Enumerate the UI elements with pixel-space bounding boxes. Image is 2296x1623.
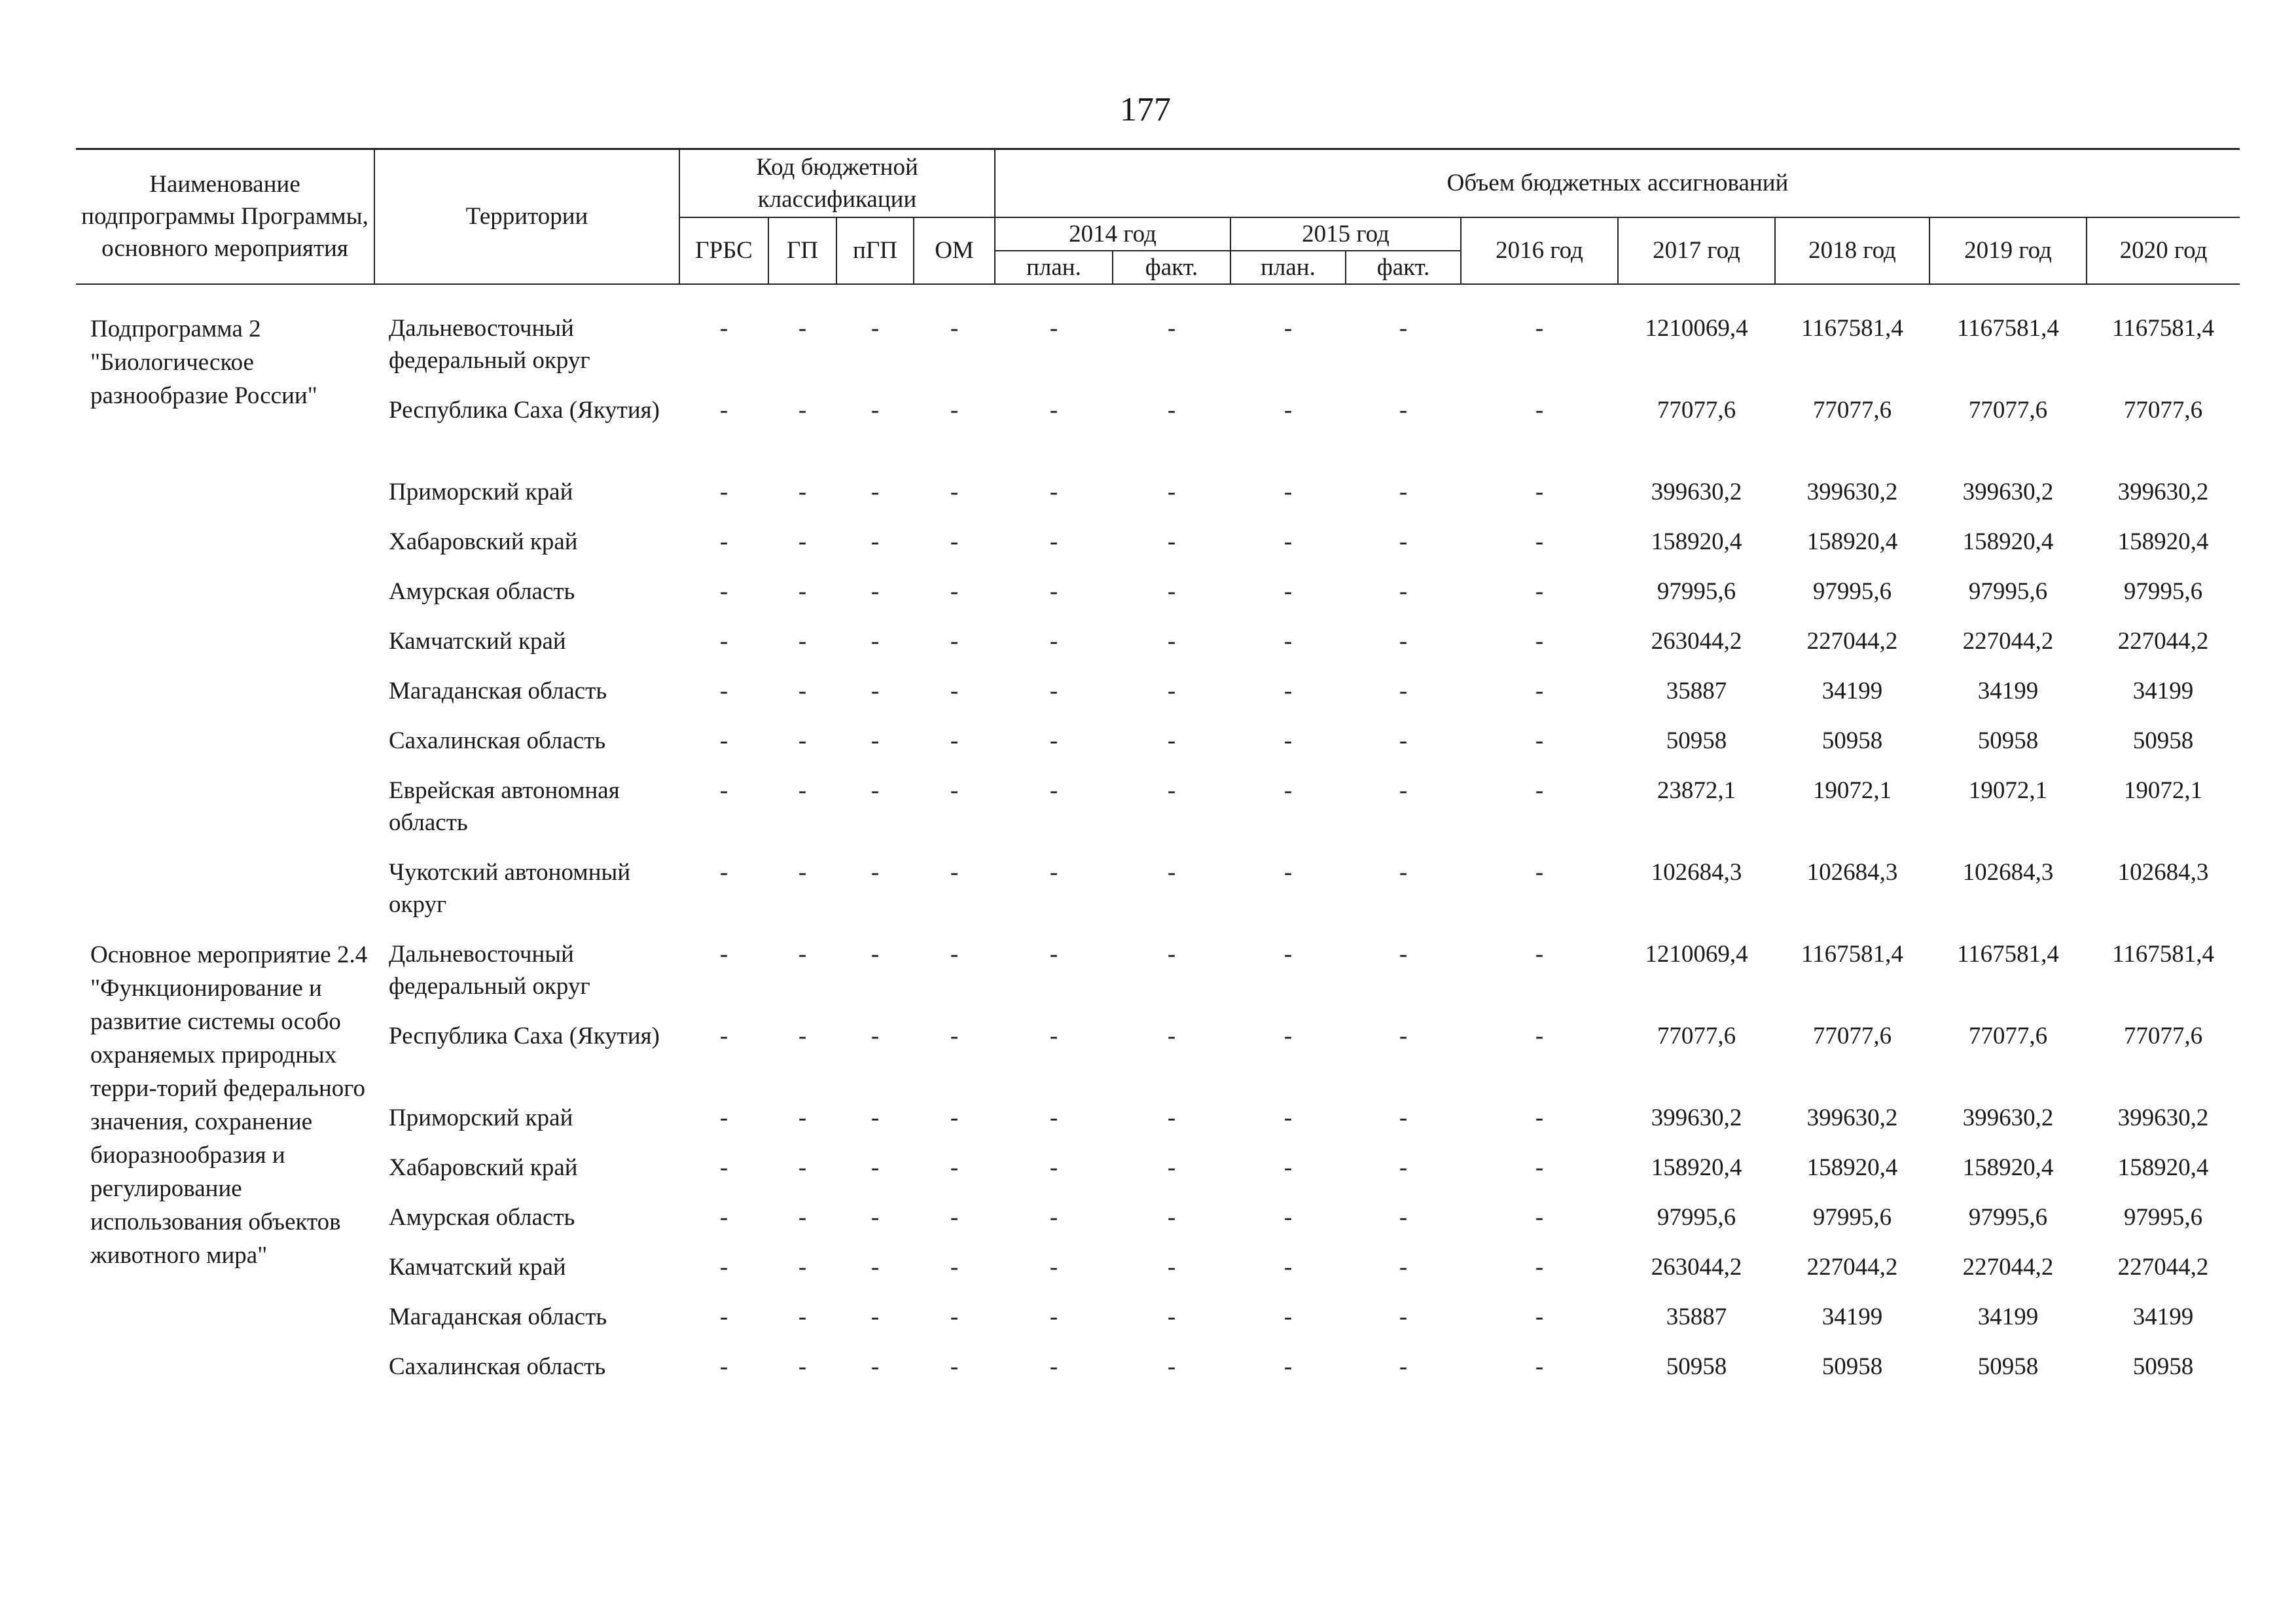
header-year-2015: 2015 год [1230,217,1461,251]
empty-value-cell: - [950,677,959,704]
empty-value-cell: - [1049,1203,1058,1231]
territory-cell: Сахалинская область [389,1353,606,1380]
empty-value-cell: - [1167,858,1176,886]
empty-value-cell: - [1049,396,1058,424]
empty-value-cell: - [1283,1154,1293,1181]
value-y2016: - [1535,776,1544,804]
value-y2019: 227044,2 [1962,627,2054,655]
empty-value-cell: - [798,627,807,655]
header-year-2017: 2017 год [1618,217,1775,284]
empty-value-cell: - [870,627,880,655]
table-header [76,149,2240,284]
empty-value-cell: - [719,1353,728,1380]
empty-value-cell: - [950,1303,959,1330]
value-y2018: 50958 [1821,727,1883,754]
value-y2018: 399630,2 [1806,1104,1898,1131]
empty-value-cell: - [870,1154,880,1181]
value-y2018: 1167581,4 [1801,940,1903,968]
empty-value-cell: - [1049,677,1058,704]
table-row [76,1297,2240,1347]
empty-value-cell: - [1283,1203,1293,1231]
value-y2018: 77077,6 [1812,1022,1892,1049]
empty-value-cell: - [719,677,728,704]
empty-value-cell: - [870,776,880,804]
empty-value-cell: - [1399,1154,1408,1181]
value-y2020: 50958 [2132,727,2194,754]
empty-value-cell: - [1283,776,1293,804]
value-y2019: 1167581,4 [1957,940,2059,968]
empty-value-cell: - [719,1203,728,1231]
value-y2016: - [1535,1104,1544,1131]
empty-value-cell: - [1049,727,1058,754]
value-y2017: 23872,1 [1657,776,1736,804]
value-y2020: 97995,6 [2123,1203,2203,1231]
empty-value-cell: - [950,727,959,754]
empty-value-cell: - [798,858,807,886]
value-y2018: 34199 [1821,1303,1883,1330]
value-y2019: 158920,4 [1962,528,2054,555]
empty-value-cell: - [1167,1154,1176,1181]
empty-value-cell: - [870,1353,880,1380]
value-y2019: 399630,2 [1962,478,2054,505]
value-y2020: 77077,6 [2123,396,2203,424]
value-y2017: 35887 [1666,677,1727,704]
empty-value-cell: - [1167,727,1176,754]
value-y2016: - [1535,1154,1544,1181]
value-y2017: 399630,2 [1651,478,1742,505]
value-y2019: 77077,6 [1968,1022,2048,1049]
value-y2017: 77077,6 [1657,1022,1736,1049]
value-y2019: 50958 [1977,1353,2039,1380]
empty-value-cell: - [1399,1022,1408,1049]
value-y2020: 399630,2 [2117,1104,2209,1131]
table-row [76,671,2240,721]
empty-value-cell: - [1283,677,1293,704]
empty-value-cell: - [719,1253,728,1281]
value-y2020: 158920,4 [2117,1154,2209,1181]
territory-cell: Еврейская автономная область [389,776,620,836]
empty-value-cell: - [950,940,959,968]
empty-value-cell: - [1283,1022,1293,1049]
value-y2018: 34199 [1821,677,1883,704]
empty-value-cell: - [1399,1203,1408,1231]
empty-value-cell: - [719,858,728,886]
empty-value-cell: - [950,396,959,424]
empty-value-cell: - [719,727,728,754]
value-y2019: 19072,1 [1968,776,2048,804]
value-y2018: 97995,6 [1812,577,1892,605]
empty-value-cell: - [798,1154,807,1181]
empty-value-cell: - [1049,1303,1058,1330]
table-row [76,1197,2240,1247]
empty-value-cell: - [798,528,807,555]
value-y2020: 50958 [2132,1353,2194,1380]
header-budget-code: Код бюджетной классификации [679,149,995,217]
header-pgp: пГП [836,217,914,284]
value-y2017: 263044,2 [1651,627,1742,655]
empty-value-cell: - [1167,314,1176,342]
empty-value-cell: - [1399,776,1408,804]
empty-value-cell: - [1399,727,1408,754]
value-y2020: 19072,1 [2123,776,2203,804]
page-number: 177 [1120,91,1171,128]
header-2014-plan: план. [995,251,1113,284]
territory-cell: Республика Саха (Якутия) [389,396,660,424]
header-2015-plan: план. [1230,251,1346,284]
empty-value-cell: - [870,858,880,886]
value-y2020: 102684,3 [2117,858,2209,886]
header-year-2016: 2016 год [1461,217,1618,284]
empty-value-cell: - [1049,776,1058,804]
empty-value-cell: - [798,1353,807,1380]
empty-value-cell: - [950,1154,959,1181]
value-y2016: - [1535,1353,1544,1380]
empty-value-cell: - [870,1203,880,1231]
value-y2019: 158920,4 [1962,1154,2054,1181]
value-y2016: - [1535,528,1544,555]
empty-value-cell: - [1049,478,1058,505]
subprogram-name: Подпрограмма 2 "Биологическое разнообразие России" [90,315,317,409]
value-y2017: 1210069,4 [1645,940,1748,968]
value-y2016: - [1535,314,1544,342]
empty-value-cell: - [1399,577,1408,605]
value-y2016: - [1535,727,1544,754]
table-row [76,1098,2240,1148]
empty-value-cell: - [1399,1353,1408,1380]
value-y2019: 77077,6 [1968,396,2048,424]
empty-value-cell: - [950,577,959,605]
value-y2018: 19072,1 [1812,776,1892,804]
value-y2020: 399630,2 [2117,478,2209,505]
header-year-2014: 2014 год [995,217,1230,251]
empty-value-cell: - [719,528,728,555]
empty-value-cell: - [870,1303,880,1330]
empty-value-cell: - [1283,478,1293,505]
value-y2018: 158920,4 [1806,528,1898,555]
value-y2019: 399630,2 [1962,1104,2054,1131]
table-row [76,390,2240,472]
empty-value-cell: - [870,940,880,968]
value-y2016: - [1535,1203,1544,1231]
empty-value-cell: - [798,396,807,424]
empty-value-cell: - [798,1253,807,1281]
empty-value-cell: - [798,314,807,342]
empty-value-cell: - [1167,1303,1176,1330]
empty-value-cell: - [1399,478,1408,505]
header-year-2019: 2019 год [1929,217,2087,284]
value-y2020: 1167581,4 [2112,940,2214,968]
empty-value-cell: - [1167,1022,1176,1049]
empty-value-cell: - [1167,627,1176,655]
territory-cell: Сахалинская область [389,727,606,754]
empty-value-cell: - [1283,1253,1293,1281]
empty-value-cell: - [950,1353,959,1380]
territory-cell: Приморский край [389,478,573,505]
table-row [76,934,2240,1016]
empty-value-cell: - [719,1104,728,1131]
value-y2017: 158920,4 [1651,528,1742,555]
empty-value-cell: - [950,314,959,342]
table-row [76,721,2240,771]
value-y2017: 50958 [1666,1353,1727,1380]
territory-cell: Магаданская область [389,677,607,704]
value-y2019: 1167581,4 [1957,314,2059,342]
table-row [76,1347,2240,1396]
header-grbs: ГРБС [679,217,768,284]
empty-value-cell: - [1399,1303,1408,1330]
empty-value-cell: - [1399,528,1408,555]
empty-value-cell: - [798,478,807,505]
empty-value-cell: - [719,396,728,424]
empty-value-cell: - [870,577,880,605]
territory-cell: Хабаровский край [389,1154,578,1181]
territory-cell: Дальневосточный федеральный округ [389,940,590,1000]
value-y2018: 97995,6 [1812,1203,1892,1231]
empty-value-cell: - [1167,1253,1176,1281]
empty-value-cell: - [950,627,959,655]
empty-value-cell: - [798,1303,807,1330]
header-gp: ГП [768,217,836,284]
empty-value-cell: - [1283,858,1293,886]
empty-value-cell: - [1167,776,1176,804]
empty-value-cell: - [1283,627,1293,655]
empty-value-cell: - [1167,940,1176,968]
empty-value-cell: - [1283,1353,1293,1380]
empty-value-cell: - [1167,577,1176,605]
empty-value-cell: - [1167,396,1176,424]
table-row [76,572,2240,621]
empty-value-cell: - [798,677,807,704]
table-row [76,1148,2240,1197]
value-y2017: 158920,4 [1651,1154,1742,1181]
territory-cell: Хабаровский край [389,528,578,555]
table-row [76,621,2240,671]
header-allocations: Объем бюджетных ассигнований [995,149,2240,217]
table-body [76,284,2240,1396]
empty-value-cell: - [1167,1353,1176,1380]
empty-value-cell: - [1167,528,1176,555]
empty-value-cell: - [1399,677,1408,704]
empty-value-cell: - [870,1253,880,1281]
empty-value-cell: - [1049,577,1058,605]
table-row [76,852,2240,934]
empty-value-cell: - [1283,577,1293,605]
header-year-2018: 2018 год [1775,217,1929,284]
value-y2016: - [1535,1022,1544,1049]
value-y2019: 34199 [1977,1303,2039,1330]
empty-value-cell: - [1283,1104,1293,1131]
empty-value-cell: - [1283,396,1293,424]
value-y2017: 263044,2 [1651,1253,1742,1281]
value-y2016: - [1535,577,1544,605]
value-y2016: - [1535,940,1544,968]
header-territory: Территории [374,149,679,284]
territory-cell: Амурская область [389,1203,575,1231]
value-y2017: 97995,6 [1657,1203,1736,1231]
empty-value-cell: - [1049,1022,1058,1049]
empty-value-cell: - [1049,1353,1058,1380]
empty-value-cell: - [798,577,807,605]
empty-value-cell: - [870,677,880,704]
territory-cell: Камчатский край [389,627,566,655]
territory-cell: Камчатский край [389,1253,566,1281]
empty-value-cell: - [950,1022,959,1049]
header-2015-fact: факт. [1346,251,1461,284]
empty-value-cell: - [1167,677,1176,704]
empty-value-cell: - [1049,314,1058,342]
empty-value-cell: - [1049,1253,1058,1281]
table-row [76,522,2240,572]
empty-value-cell: - [1399,396,1408,424]
main-activity-name: Основное мероприятие 2.4 "Функционирование и развитие системы особо охраняемых природных терри-торий федерального значения, сохранение биоразнообразия и регулирование использования объектов животного мира" [90,941,368,1269]
value-y2016: - [1535,396,1544,424]
empty-value-cell: - [1167,1203,1176,1231]
empty-value-cell: - [719,627,728,655]
empty-value-cell: - [798,1203,807,1231]
empty-value-cell: - [719,940,728,968]
empty-value-cell: - [798,776,807,804]
empty-value-cell: - [719,577,728,605]
empty-value-cell: - [798,1022,807,1049]
empty-value-cell: - [1399,314,1408,342]
empty-value-cell: - [950,1104,959,1131]
value-y2019: 34199 [1977,677,2039,704]
value-y2017: 50958 [1666,727,1727,754]
value-y2016: - [1535,627,1544,655]
empty-value-cell: - [870,1022,880,1049]
budget-table [76,148,2240,1396]
value-y2020: 77077,6 [2123,1022,2203,1049]
empty-value-cell: - [950,776,959,804]
value-y2019: 50958 [1977,727,2039,754]
territory-cell: Дальневосточный федеральный округ [389,314,590,374]
value-y2016: - [1535,677,1544,704]
table-row [76,771,2240,852]
empty-value-cell: - [719,1303,728,1330]
table-row [76,1247,2240,1297]
empty-value-cell: - [1283,1303,1293,1330]
empty-value-cell: - [1049,940,1058,968]
value-y2017: 1210069,4 [1645,314,1748,342]
territory-cell: Приморский край [389,1104,573,1131]
empty-value-cell: - [1399,627,1408,655]
value-y2018: 50958 [1821,1353,1883,1380]
table-row [76,308,2240,390]
value-y2018: 158920,4 [1806,1154,1898,1181]
empty-value-cell: - [1049,627,1058,655]
territory-cell: Магаданская область [389,1303,607,1330]
empty-value-cell: - [719,314,728,342]
empty-value-cell: - [1283,940,1293,968]
empty-value-cell: - [1399,858,1408,886]
empty-value-cell: - [870,314,880,342]
value-y2020: 227044,2 [2117,1253,2209,1281]
empty-value-cell: - [719,1022,728,1049]
value-y2018: 77077,6 [1812,396,1892,424]
empty-value-cell: - [950,1253,959,1281]
empty-value-cell: - [719,478,728,505]
value-y2016: - [1535,1303,1544,1330]
header-year-2020: 2020 год [2087,217,2240,284]
empty-value-cell: - [870,528,880,555]
value-y2016: - [1535,858,1544,886]
value-y2017: 35887 [1666,1303,1727,1330]
value-y2018: 227044,2 [1806,627,1898,655]
empty-value-cell: - [1049,1104,1058,1131]
value-y2020: 34199 [2132,1303,2194,1330]
territory-cell: Амурская область [389,577,575,605]
empty-value-cell: - [1399,1253,1408,1281]
header-2014-fact: факт. [1113,251,1230,284]
empty-value-cell: - [1049,1154,1058,1181]
empty-value-cell: - [798,1104,807,1131]
value-y2017: 77077,6 [1657,396,1736,424]
empty-value-cell: - [1399,1104,1408,1131]
value-y2019: 97995,6 [1968,1203,2048,1231]
territory-cell: Республика Саха (Якутия) [389,1022,660,1049]
value-y2019: 227044,2 [1962,1253,2054,1281]
empty-value-cell: - [870,727,880,754]
value-y2020: 97995,6 [2123,577,2203,605]
value-y2020: 1167581,4 [2112,314,2214,342]
value-y2019: 102684,3 [1962,858,2054,886]
empty-value-cell: - [719,1154,728,1181]
value-y2020: 158920,4 [2117,528,2209,555]
table-row [76,1016,2240,1098]
empty-value-cell: - [950,858,959,886]
value-y2018: 102684,3 [1806,858,1898,886]
value-y2017: 102684,3 [1651,858,1742,886]
empty-value-cell: - [1167,478,1176,505]
empty-value-cell: - [950,1203,959,1231]
empty-value-cell: - [1049,528,1058,555]
empty-value-cell: - [1283,727,1293,754]
value-y2017: 97995,6 [1657,577,1736,605]
empty-value-cell: - [950,528,959,555]
value-y2019: 97995,6 [1968,577,2048,605]
value-y2018: 399630,2 [1806,478,1898,505]
empty-value-cell: - [870,478,880,505]
empty-value-cell: - [1049,858,1058,886]
empty-value-cell: - [870,1104,880,1131]
value-y2016: - [1535,1253,1544,1281]
empty-value-cell: - [1283,528,1293,555]
value-y2016: - [1535,478,1544,505]
empty-value-cell: - [798,727,807,754]
empty-value-cell: - [1283,314,1293,342]
value-y2018: 1167581,4 [1801,314,1903,342]
empty-value-cell: - [870,396,880,424]
value-y2017: 399630,2 [1651,1104,1742,1131]
table-row [76,472,2240,522]
empty-value-cell: - [1167,1104,1176,1131]
territory-cell: Чукотский автономный округ [389,858,631,918]
empty-value-cell: - [950,478,959,505]
empty-value-cell: - [798,940,807,968]
header-om: ОМ [914,217,995,284]
value-y2020: 227044,2 [2117,627,2209,655]
value-y2020: 34199 [2132,677,2194,704]
empty-value-cell: - [719,776,728,804]
header-program-name: Наименование подпрограммы Программы, основного мероприятия [76,149,374,284]
empty-value-cell: - [1399,940,1408,968]
value-y2018: 227044,2 [1806,1253,1898,1281]
